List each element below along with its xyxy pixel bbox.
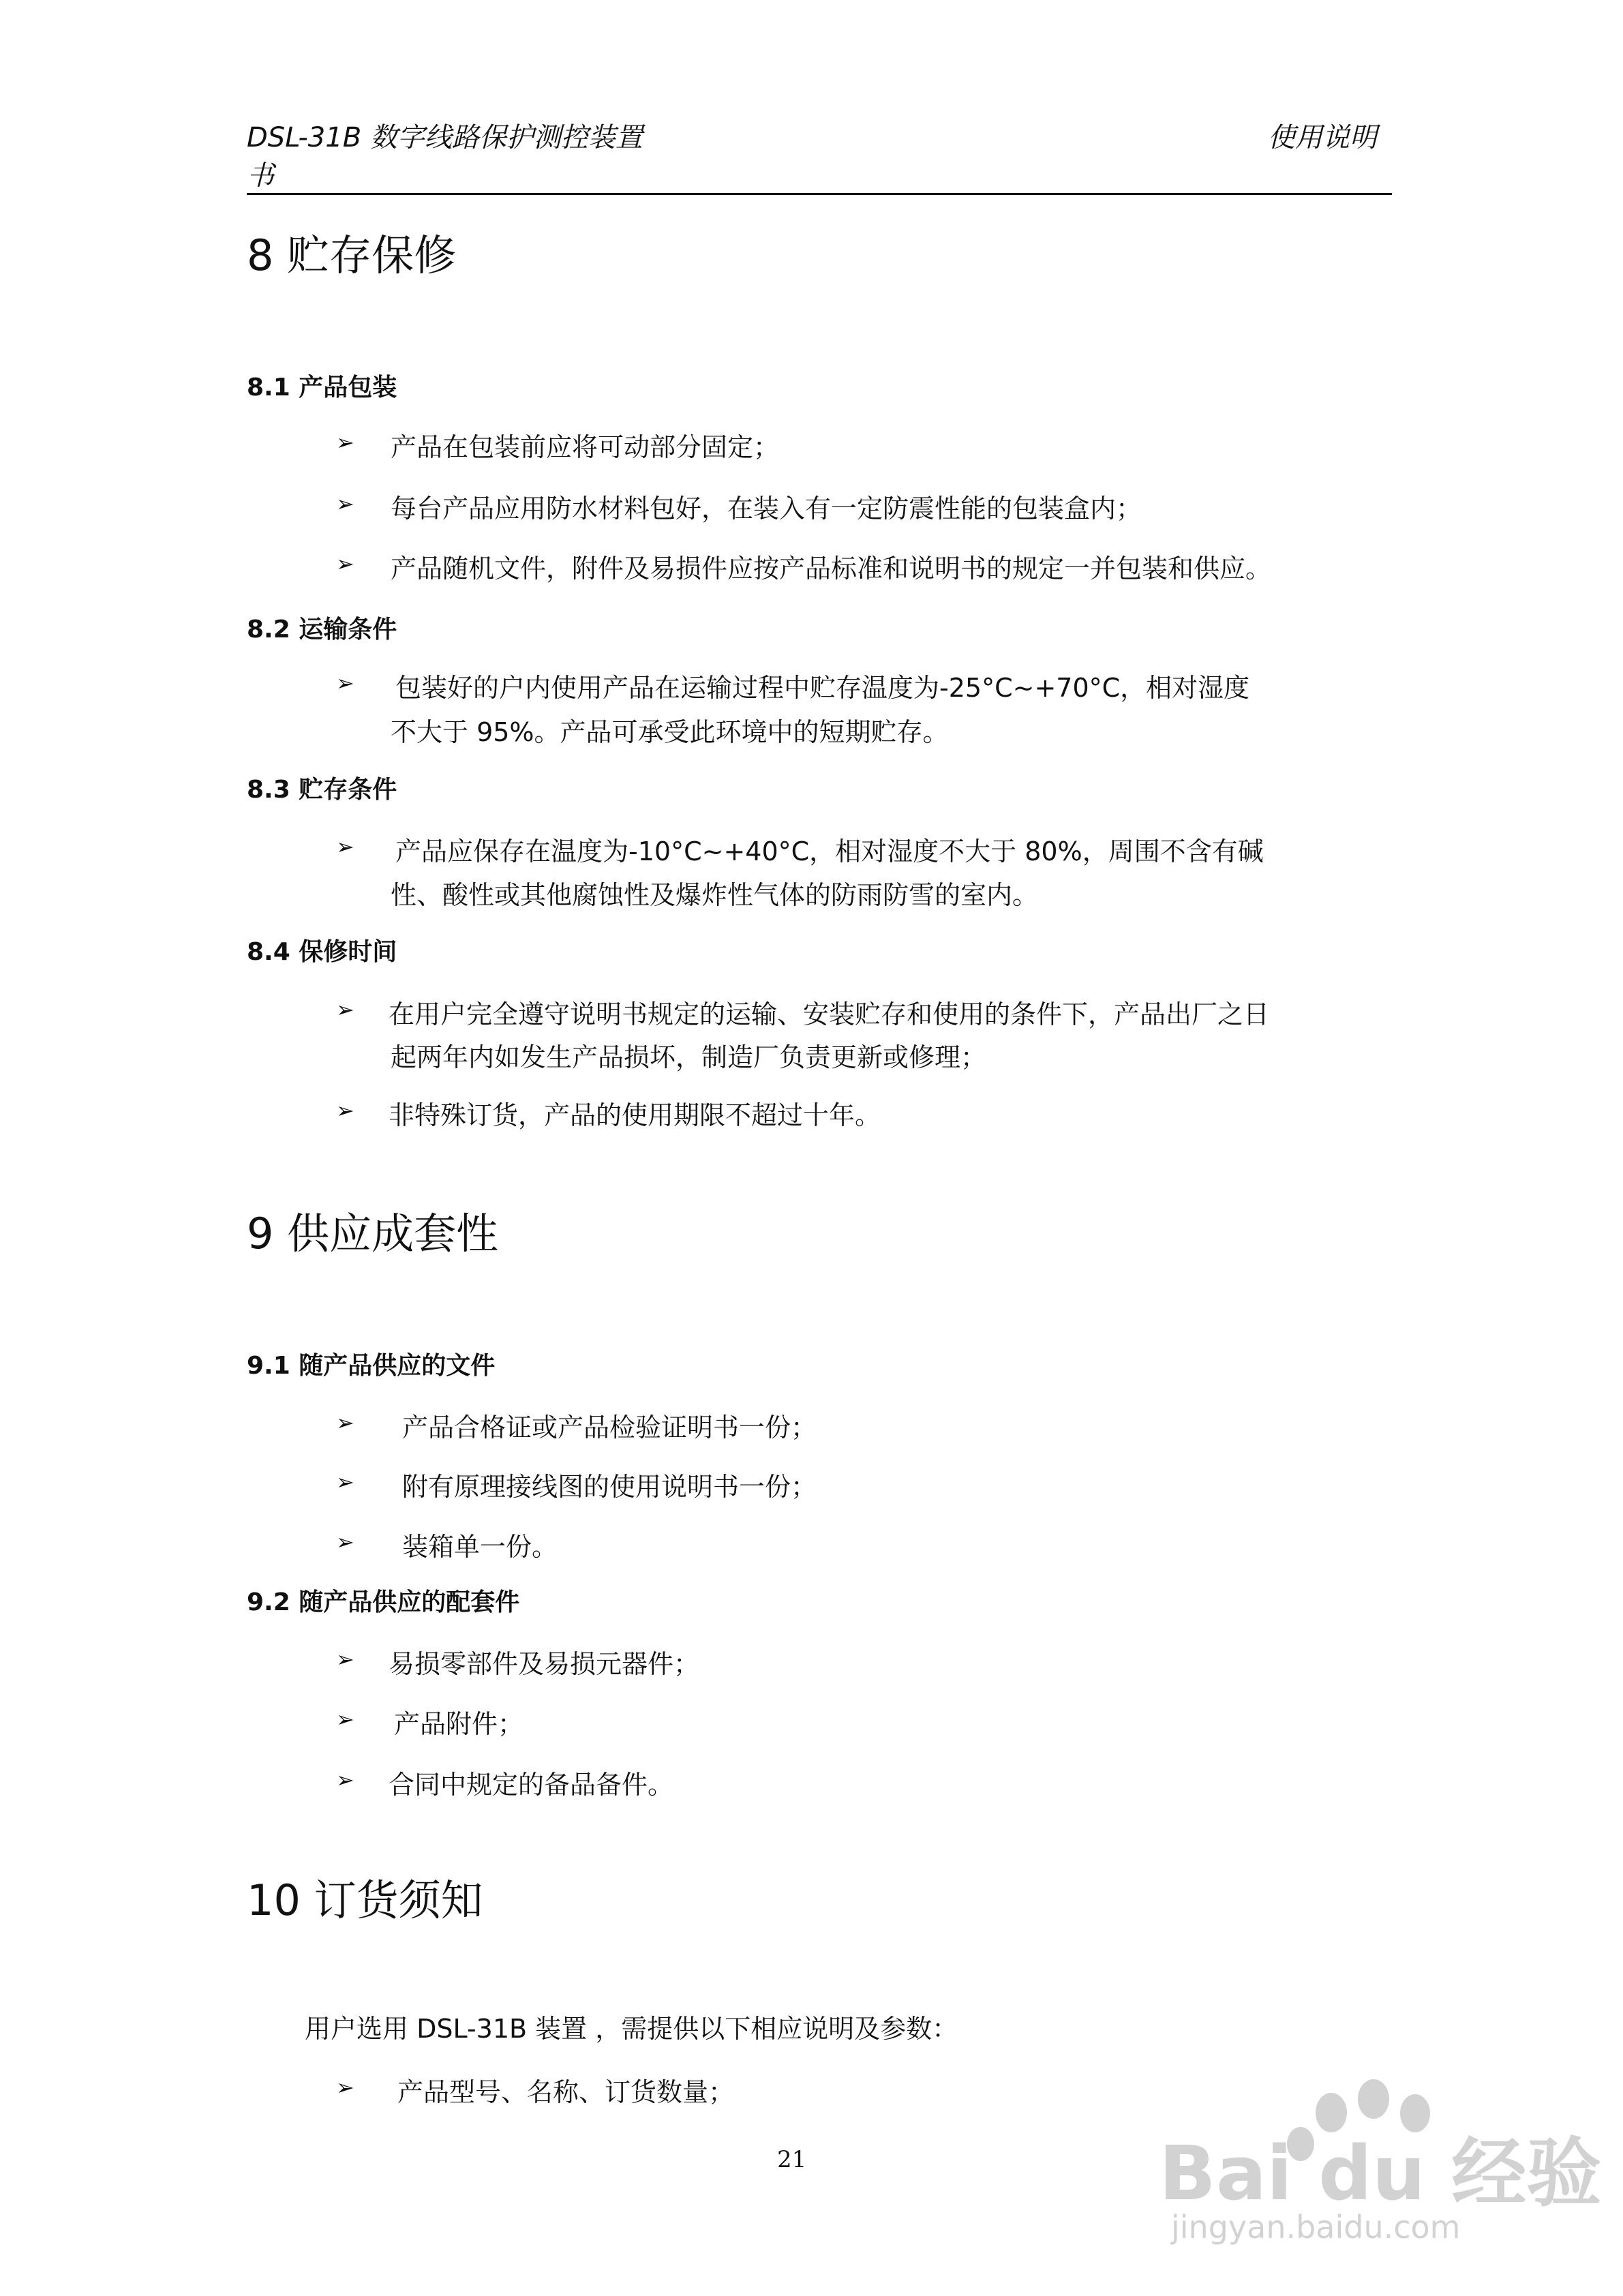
list-item: 产品随机文件，附件及易损件应按产品标准和说明书的规定一并包装和供应。 bbox=[391, 554, 1272, 584]
list-item: 产品在包装前应将可动部分固定； bbox=[391, 432, 780, 462]
list-item: 易损零部件及易损元器件； bbox=[389, 1649, 700, 1679]
section-9-1-heading: 9.1 随产品供应的文件 bbox=[247, 1352, 496, 1380]
section-8-3-heading: 8.3 贮存条件 bbox=[247, 776, 397, 804]
bullet-arrow-icon: ➢ bbox=[336, 2074, 354, 2100]
bullet-arrow-icon: ➢ bbox=[336, 1646, 354, 1672]
watermark-url: jingyan.baidu.com bbox=[1171, 2209, 1461, 2246]
section-10-intro: 用户选用 DSL-31B 装置 ，需提供以下相应说明及参数： bbox=[305, 2014, 958, 2044]
bullet-arrow-icon: ➢ bbox=[336, 670, 354, 696]
bullet-arrow-icon: ➢ bbox=[336, 429, 354, 455]
page-number: 21 bbox=[777, 2146, 807, 2173]
bullet-arrow-icon: ➢ bbox=[336, 1767, 354, 1793]
list-item: 装箱单一份。 bbox=[402, 1532, 558, 1562]
watermark-logo: Bai du 经验 bbox=[1159, 2130, 1602, 2217]
bullet-arrow-icon: ➢ bbox=[336, 997, 354, 1023]
list-item-line1: 包装好的户内使用产品在运输过程中贮存温度为-25°C~+70°C，相对湿度 bbox=[395, 673, 1250, 703]
section-8-4-heading: 8.4 保修时间 bbox=[247, 938, 397, 966]
list-item-line1: 产品应保存在温度为-10°C~+40°C，相对湿度不大于 80%，周围不含有碱 bbox=[395, 836, 1264, 866]
list-item: 产品型号、名称、订货数量； bbox=[397, 2077, 735, 2107]
list-item: 合同中规定的备品备件。 bbox=[389, 1770, 674, 1800]
bullet-arrow-icon: ➢ bbox=[336, 1706, 354, 1732]
list-item-line2: 不大于 95%。产品可承受此环境中的短期贮存。 bbox=[391, 717, 949, 747]
list-item-line1: 在用户完全遵守说明书规定的运输、安装贮存和使用的条件下，产品出厂之日 bbox=[389, 999, 1270, 1029]
list-item: 每台产品应用防水材料包好，在装入有一定防震性能的包装盒内； bbox=[391, 494, 1142, 524]
bullet-arrow-icon: ➢ bbox=[336, 491, 354, 517]
list-item: 产品合格证或产品检验证明书一份； bbox=[402, 1413, 817, 1442]
list-item-line2: 起两年内如发生产品损坏，制造厂负责更新或修理； bbox=[391, 1042, 987, 1072]
bullet-arrow-icon: ➢ bbox=[336, 1469, 354, 1495]
header-right: 使用说明 bbox=[1268, 122, 1377, 153]
header-title-wrap: 书 bbox=[247, 160, 274, 192]
bullet-arrow-icon: ➢ bbox=[336, 551, 354, 577]
section-8-title: 8 贮存保修 bbox=[247, 230, 457, 280]
header-rule bbox=[247, 193, 1392, 195]
header-title: DSL-31B 数字线路保护测控装置 bbox=[247, 122, 643, 153]
section-8-1-heading: 8.1 产品包装 bbox=[247, 374, 397, 402]
bullet-arrow-icon: ➢ bbox=[336, 834, 354, 860]
list-item: 非特殊订货，产品的使用期限不超过十年。 bbox=[389, 1100, 881, 1130]
bullet-arrow-icon: ➢ bbox=[336, 1098, 354, 1123]
list-item: 附有原理接线图的使用说明书一份； bbox=[402, 1472, 817, 1502]
list-item-line2: 性、酸性或其他腐蚀性及爆炸性气体的防雨防雪的室内。 bbox=[391, 880, 1039, 910]
section-8-2-heading: 8.2 运输条件 bbox=[247, 616, 397, 644]
list-item: 产品附件； bbox=[394, 1709, 524, 1739]
section-9-2-heading: 9.2 随产品供应的配套件 bbox=[247, 1588, 520, 1616]
section-9-title: 9 供应成套性 bbox=[247, 1209, 499, 1258]
bullet-arrow-icon: ➢ bbox=[336, 1529, 354, 1555]
section-10-title: 10 订货须知 bbox=[247, 1875, 483, 1925]
bullet-arrow-icon: ➢ bbox=[336, 1410, 354, 1436]
